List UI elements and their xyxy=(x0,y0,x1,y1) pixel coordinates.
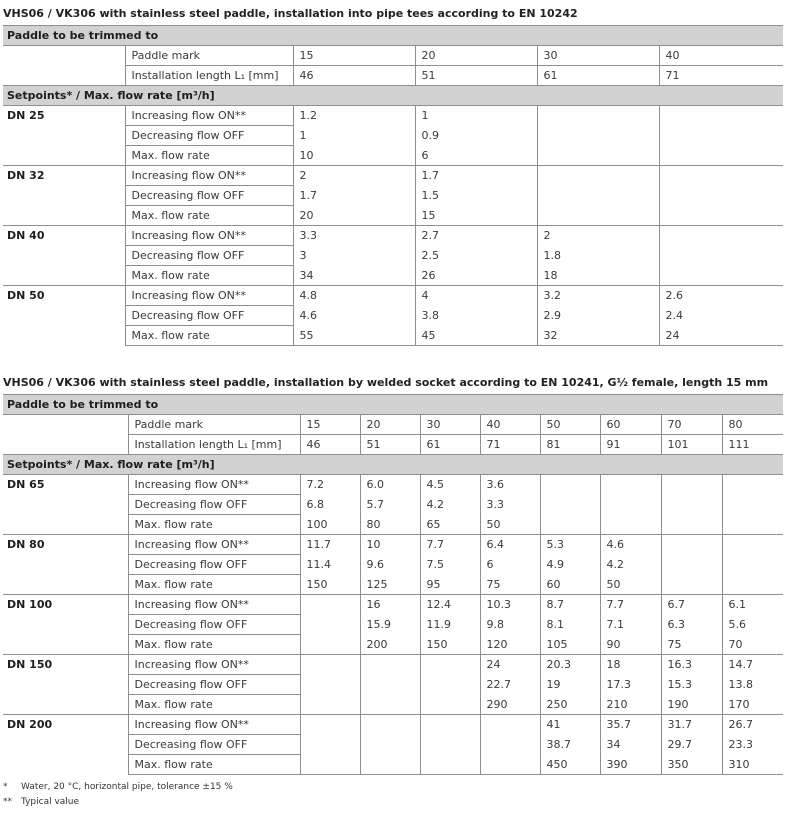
dn-label: DN 32 xyxy=(3,166,125,226)
row-label: Max. flow rate xyxy=(128,695,300,715)
value-cell: 3.2 xyxy=(537,286,659,306)
table1 xyxy=(3,25,783,346)
value-cell: 16.3 xyxy=(661,655,722,675)
paddle-mark-value: 15 xyxy=(293,46,415,66)
table1-title: VHS06 / VK306 with stainless steel paddle, installation into pipe tees according to EN 10242 xyxy=(3,7,578,20)
value-cell xyxy=(360,655,420,675)
install-length-value: 51 xyxy=(360,435,420,455)
value-cell: 15.9 xyxy=(360,615,420,635)
value-cell: 8.1 xyxy=(540,615,600,635)
table-row xyxy=(3,106,783,126)
paddle-mark-label: Paddle mark xyxy=(125,46,293,66)
row-label: Increasing flow ON** xyxy=(125,106,293,126)
value-cell: 16 xyxy=(360,595,420,615)
value-cell xyxy=(420,755,480,775)
paddle-mark-value: 20 xyxy=(360,415,420,435)
value-cell: 2.4 xyxy=(659,306,783,326)
value-cell: 10.3 xyxy=(480,595,540,615)
value-cell xyxy=(360,715,420,735)
value-cell xyxy=(659,266,783,286)
value-cell xyxy=(300,615,360,635)
paddle-mark-value: 60 xyxy=(600,415,661,435)
value-cell: 24 xyxy=(659,326,783,346)
value-cell xyxy=(659,206,783,226)
value-cell xyxy=(537,206,659,226)
value-cell: 250 xyxy=(540,695,600,715)
blank-cell xyxy=(3,46,125,66)
value-cell xyxy=(420,735,480,755)
row-label: Decreasing flow OFF xyxy=(128,735,300,755)
row-label: Decreasing flow OFF xyxy=(125,186,293,206)
value-cell: 26.7 xyxy=(722,715,783,735)
value-cell: 2.7 xyxy=(415,226,537,246)
value-cell xyxy=(659,246,783,266)
value-cell: 350 xyxy=(661,755,722,775)
value-cell: 60 xyxy=(540,575,600,595)
footnote-2 xyxy=(3,797,79,807)
value-cell xyxy=(300,655,360,675)
paddle-mark-row xyxy=(3,415,783,435)
value-cell: 20 xyxy=(293,206,415,226)
paddle-mark-value: 20 xyxy=(415,46,537,66)
setpoints-header: Setpoints* / Max. flow rate [m³/h] xyxy=(3,86,783,106)
paddle-mark-value: 40 xyxy=(659,46,783,66)
table-row xyxy=(3,226,783,246)
table-row xyxy=(3,286,783,306)
value-cell: 1.2 xyxy=(293,106,415,126)
value-cell xyxy=(661,495,722,515)
value-cell xyxy=(600,495,661,515)
row-label: Max. flow rate xyxy=(125,146,293,166)
value-cell: 24 xyxy=(480,655,540,675)
value-cell: 150 xyxy=(300,575,360,595)
row-label: Increasing flow ON** xyxy=(128,655,300,675)
value-cell: 7.5 xyxy=(420,555,480,575)
value-cell: 7.7 xyxy=(600,595,661,615)
install-length-row xyxy=(3,66,783,86)
value-cell: 4.6 xyxy=(293,306,415,326)
value-cell: 34 xyxy=(293,266,415,286)
dn-label: DN 150 xyxy=(3,655,128,715)
paddle-mark-value: 15 xyxy=(300,415,360,435)
value-cell: 4.8 xyxy=(293,286,415,306)
value-cell: 50 xyxy=(600,575,661,595)
value-cell xyxy=(540,495,600,515)
value-cell: 38.7 xyxy=(540,735,600,755)
paddle-mark-label: Paddle mark xyxy=(128,415,300,435)
value-cell: 18 xyxy=(537,266,659,286)
value-cell: 2.6 xyxy=(659,286,783,306)
value-cell: 3.3 xyxy=(480,495,540,515)
value-cell xyxy=(600,475,661,495)
dn-label: DN 100 xyxy=(3,595,128,655)
value-cell: 125 xyxy=(360,575,420,595)
row-label: Increasing flow ON** xyxy=(128,595,300,615)
dn-label: DN 65 xyxy=(3,475,128,535)
paddle-mark-value: 80 xyxy=(722,415,783,435)
table-row xyxy=(3,535,783,555)
value-cell xyxy=(537,106,659,126)
value-cell: 9.6 xyxy=(360,555,420,575)
value-cell xyxy=(480,755,540,775)
footnote-1 xyxy=(3,782,233,792)
row-label: Max. flow rate xyxy=(125,266,293,286)
value-cell: 75 xyxy=(661,635,722,655)
setpoints-header-row xyxy=(3,86,783,106)
value-cell xyxy=(659,126,783,146)
value-cell xyxy=(659,146,783,166)
table-row xyxy=(3,166,783,186)
value-cell: 70 xyxy=(722,635,783,655)
row-label: Decreasing flow OFF xyxy=(125,246,293,266)
install-length-value: 46 xyxy=(293,66,415,86)
row-label: Max. flow rate xyxy=(125,206,293,226)
row-label: Decreasing flow OFF xyxy=(125,306,293,326)
value-cell: 15 xyxy=(415,206,537,226)
value-cell: 11.4 xyxy=(300,555,360,575)
value-cell: 450 xyxy=(540,755,600,775)
install-length-value: 71 xyxy=(480,435,540,455)
value-cell: 90 xyxy=(600,635,661,655)
value-cell xyxy=(661,535,722,555)
value-cell xyxy=(600,515,661,535)
value-cell xyxy=(480,735,540,755)
value-cell: 2 xyxy=(537,226,659,246)
footnote-2-mark: ** xyxy=(3,797,12,807)
install-length-value: 81 xyxy=(540,435,600,455)
table-row xyxy=(3,595,783,615)
value-cell xyxy=(661,515,722,535)
blank-cell xyxy=(3,435,128,455)
value-cell: 3 xyxy=(293,246,415,266)
value-cell xyxy=(420,695,480,715)
value-cell: 75 xyxy=(480,575,540,595)
blank-cell xyxy=(3,415,128,435)
value-cell: 10 xyxy=(360,535,420,555)
dn-label: DN 40 xyxy=(3,226,125,286)
value-cell xyxy=(360,675,420,695)
value-cell: 55 xyxy=(293,326,415,346)
value-cell: 1.5 xyxy=(415,186,537,206)
value-cell: 5.3 xyxy=(540,535,600,555)
trim-header-row xyxy=(3,395,783,415)
install-length-value: 46 xyxy=(300,435,360,455)
value-cell xyxy=(300,675,360,695)
value-cell xyxy=(360,695,420,715)
row-label: Decreasing flow OFF xyxy=(128,615,300,635)
install-length-value: 51 xyxy=(415,66,537,86)
value-cell: 6 xyxy=(480,555,540,575)
row-label: Increasing flow ON** xyxy=(128,715,300,735)
install-length-label: Installation length L₁ [mm] xyxy=(125,66,293,86)
value-cell: 29.7 xyxy=(661,735,722,755)
value-cell: 5.6 xyxy=(722,615,783,635)
install-length-value: 71 xyxy=(659,66,783,86)
value-cell: 1.7 xyxy=(293,186,415,206)
row-label: Decreasing flow OFF xyxy=(125,126,293,146)
install-length-value: 91 xyxy=(600,435,661,455)
value-cell: 290 xyxy=(480,695,540,715)
value-cell: 3.8 xyxy=(415,306,537,326)
value-cell: 6.3 xyxy=(661,615,722,635)
dn-label: DN 50 xyxy=(3,286,125,346)
value-cell xyxy=(300,755,360,775)
row-label: Increasing flow ON** xyxy=(128,475,300,495)
value-cell xyxy=(420,675,480,695)
value-cell xyxy=(537,146,659,166)
install-length-value: 61 xyxy=(420,435,480,455)
value-cell: 6.4 xyxy=(480,535,540,555)
table2 xyxy=(3,394,783,775)
value-cell: 100 xyxy=(300,515,360,535)
value-cell xyxy=(300,735,360,755)
value-cell: 20.3 xyxy=(540,655,600,675)
value-cell xyxy=(537,186,659,206)
value-cell xyxy=(300,635,360,655)
row-label: Increasing flow ON** xyxy=(125,166,293,186)
value-cell xyxy=(537,166,659,186)
trim-header-row xyxy=(3,26,783,46)
value-cell: 13.8 xyxy=(722,675,783,695)
table-row xyxy=(3,715,783,735)
value-cell: 35.7 xyxy=(600,715,661,735)
value-cell: 7.1 xyxy=(600,615,661,635)
value-cell xyxy=(659,186,783,206)
value-cell: 8.7 xyxy=(540,595,600,615)
value-cell xyxy=(661,475,722,495)
value-cell: 2.5 xyxy=(415,246,537,266)
value-cell: 6 xyxy=(415,146,537,166)
value-cell: 11.7 xyxy=(300,535,360,555)
value-cell: 6.7 xyxy=(661,595,722,615)
dn-label: DN 200 xyxy=(3,715,128,775)
value-cell: 31.7 xyxy=(661,715,722,735)
row-label: Max. flow rate xyxy=(128,575,300,595)
row-label: Max. flow rate xyxy=(128,635,300,655)
value-cell xyxy=(300,715,360,735)
value-cell: 9.8 xyxy=(480,615,540,635)
row-label: Decreasing flow OFF xyxy=(128,675,300,695)
value-cell: 95 xyxy=(420,575,480,595)
setpoints-header-row xyxy=(3,455,783,475)
value-cell xyxy=(661,575,722,595)
value-cell: 19 xyxy=(540,675,600,695)
value-cell: 34 xyxy=(600,735,661,755)
paddle-mark-value: 30 xyxy=(537,46,659,66)
value-cell xyxy=(722,555,783,575)
value-cell xyxy=(659,226,783,246)
value-cell: 4.6 xyxy=(600,535,661,555)
value-cell: 4.9 xyxy=(540,555,600,575)
value-cell: 4.2 xyxy=(600,555,661,575)
table-row xyxy=(3,655,783,675)
value-cell xyxy=(540,475,600,495)
row-label: Decreasing flow OFF xyxy=(128,555,300,575)
row-label: Max. flow rate xyxy=(125,326,293,346)
footnote-1-text: Water, 20 °C, horizontal pipe, tolerance ±15 % xyxy=(21,782,233,792)
value-cell: 3.6 xyxy=(480,475,540,495)
value-cell: 105 xyxy=(540,635,600,655)
value-cell: 190 xyxy=(661,695,722,715)
value-cell: 4.5 xyxy=(420,475,480,495)
table-row xyxy=(3,475,783,495)
value-cell xyxy=(537,126,659,146)
value-cell: 41 xyxy=(540,715,600,735)
value-cell xyxy=(480,715,540,735)
value-cell: 5.7 xyxy=(360,495,420,515)
paddle-mark-row xyxy=(3,46,783,66)
value-cell: 14.7 xyxy=(722,655,783,675)
value-cell: 1 xyxy=(415,106,537,126)
row-label: Increasing flow ON** xyxy=(128,535,300,555)
value-cell: 120 xyxy=(480,635,540,655)
value-cell: 32 xyxy=(537,326,659,346)
value-cell: 310 xyxy=(722,755,783,775)
value-cell: 170 xyxy=(722,695,783,715)
value-cell: 45 xyxy=(415,326,537,346)
value-cell xyxy=(360,735,420,755)
paddle-mark-value: 50 xyxy=(540,415,600,435)
value-cell: 210 xyxy=(600,695,661,715)
paddle-mark-value: 40 xyxy=(480,415,540,435)
value-cell: 6.8 xyxy=(300,495,360,515)
dn-label: DN 25 xyxy=(3,106,125,166)
install-length-value: 101 xyxy=(661,435,722,455)
value-cell: 22.7 xyxy=(480,675,540,695)
value-cell xyxy=(722,475,783,495)
value-cell: 1.8 xyxy=(537,246,659,266)
footnote-2-text: Typical value xyxy=(21,797,80,807)
value-cell: 1.7 xyxy=(415,166,537,186)
value-cell xyxy=(300,595,360,615)
value-cell: 1 xyxy=(293,126,415,146)
value-cell: 80 xyxy=(360,515,420,535)
value-cell: 17.3 xyxy=(600,675,661,695)
value-cell: 23.3 xyxy=(722,735,783,755)
value-cell xyxy=(661,555,722,575)
value-cell xyxy=(659,166,783,186)
blank-cell xyxy=(3,66,125,86)
value-cell: 390 xyxy=(600,755,661,775)
value-cell: 50 xyxy=(480,515,540,535)
install-length-value: 111 xyxy=(722,435,783,455)
row-label: Decreasing flow OFF xyxy=(128,495,300,515)
value-cell: 2.9 xyxy=(537,306,659,326)
value-cell: 65 xyxy=(420,515,480,535)
value-cell xyxy=(722,495,783,515)
row-label: Increasing flow ON** xyxy=(125,286,293,306)
value-cell: 6.1 xyxy=(722,595,783,615)
value-cell: 10 xyxy=(293,146,415,166)
value-cell: 0.9 xyxy=(415,126,537,146)
value-cell: 7.7 xyxy=(420,535,480,555)
value-cell xyxy=(420,715,480,735)
install-length-value: 61 xyxy=(537,66,659,86)
value-cell xyxy=(722,575,783,595)
value-cell: 3.3 xyxy=(293,226,415,246)
row-label: Increasing flow ON** xyxy=(125,226,293,246)
value-cell xyxy=(722,535,783,555)
value-cell: 26 xyxy=(415,266,537,286)
value-cell xyxy=(420,655,480,675)
value-cell xyxy=(540,515,600,535)
value-cell xyxy=(300,695,360,715)
trim-header: Paddle to be trimmed to xyxy=(3,395,783,415)
paddle-mark-value: 30 xyxy=(420,415,480,435)
value-cell: 15.3 xyxy=(661,675,722,695)
value-cell: 18 xyxy=(600,655,661,675)
row-label: Max. flow rate xyxy=(128,755,300,775)
value-cell: 4 xyxy=(415,286,537,306)
trim-header: Paddle to be trimmed to xyxy=(3,26,783,46)
dn-label: DN 80 xyxy=(3,535,128,595)
value-cell: 11.9 xyxy=(420,615,480,635)
install-length-label: Installation length L₁ [mm] xyxy=(128,435,300,455)
value-cell: 4.2 xyxy=(420,495,480,515)
value-cell: 2 xyxy=(293,166,415,186)
value-cell xyxy=(360,755,420,775)
value-cell: 7.2 xyxy=(300,475,360,495)
value-cell: 200 xyxy=(360,635,420,655)
row-label: Max. flow rate xyxy=(128,515,300,535)
value-cell: 150 xyxy=(420,635,480,655)
paddle-mark-value: 70 xyxy=(661,415,722,435)
value-cell xyxy=(659,106,783,126)
setpoints-header: Setpoints* / Max. flow rate [m³/h] xyxy=(3,455,783,475)
table2-title: VHS06 / VK306 with stainless steel paddle, installation by welded socket according to EN 10241, G½ female, length 15 mm xyxy=(3,376,769,389)
install-length-row xyxy=(3,435,783,455)
footnote-1-mark: * xyxy=(3,782,8,792)
value-cell: 6.0 xyxy=(360,475,420,495)
value-cell: 12.4 xyxy=(420,595,480,615)
value-cell xyxy=(722,515,783,535)
